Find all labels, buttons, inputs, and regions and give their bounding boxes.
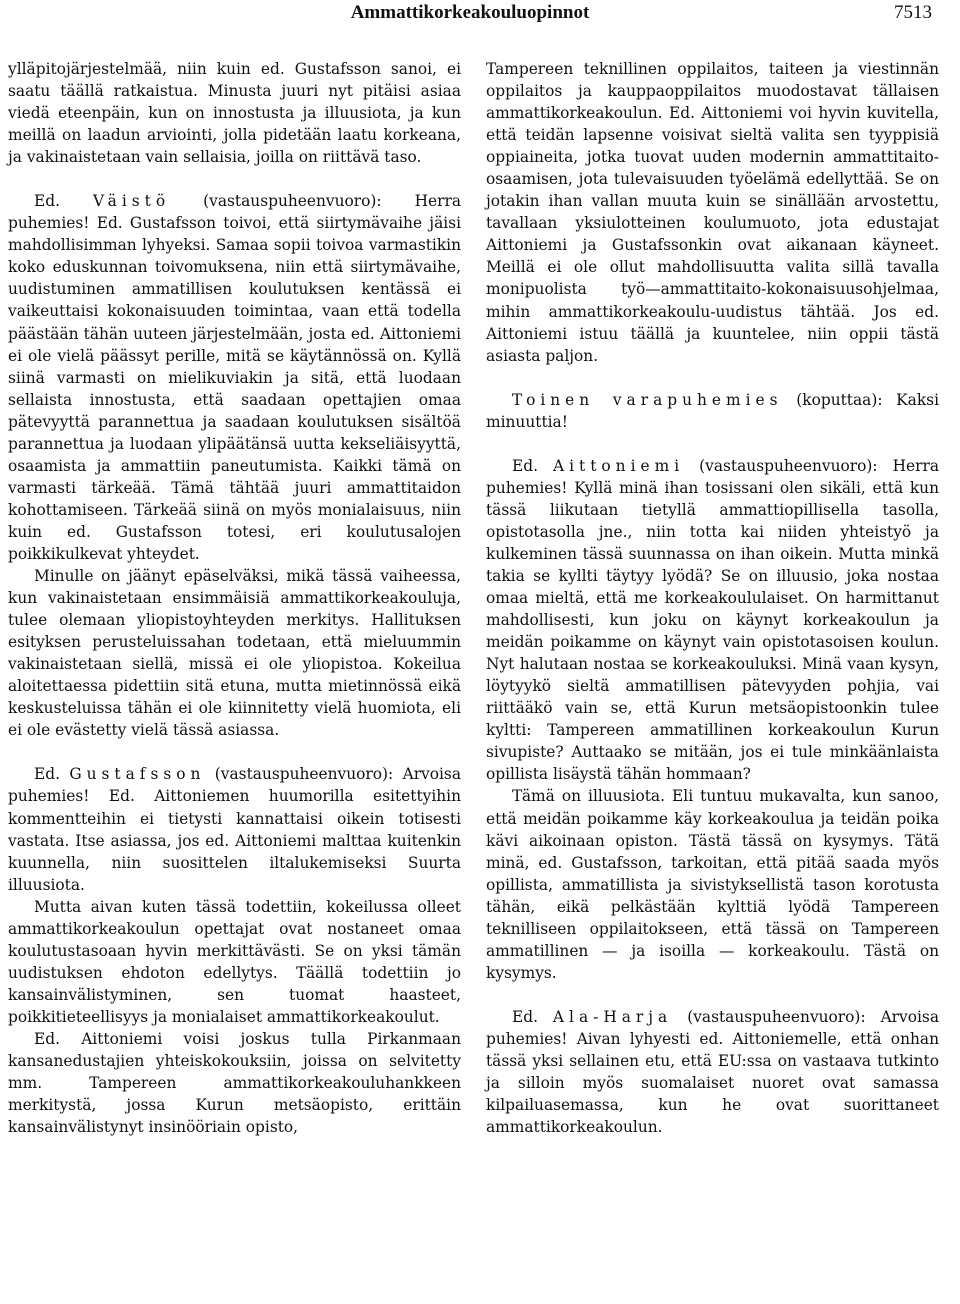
speech-text: (vastauspuheenvuoro): Herra puhemies! Kyllä minä ihan tosissani olen sikäli, että kun tässä liikutaan tietyllä ammattiopillisella tasolla, opistotasolla jne., niin totta kai niiden yhteistyö ja kulkeminen tässä suunnassa on ihan oikein. Mutta minkä takia se kyllti täytyy lyödä? Se on illuusio, joka nostaa omaa mieltä, että me korkeakoululaiset. On harmittanut mahdollisesti, kun joku on käynyt korkeakoulun ja meidän poikamme on käynyt vain opistotasoisen koulun. Nyt halutaan nostaa se korkeakouluksi. Minä vaan kysyn, löytyykö sieltä ammatillisen pätevyyden pohjia, vai riittääkö vain se, että Kurun metsäopistoonkin tulee kyltti: Tampereen ammatillinen korkeakoulun Kurun sivupiste? Auttaako se mitään, jos ei tule minkäänlaista opillista lisäystä tähän hommaan? — [486, 456, 940, 784]
paragraph: Ed. Aittoniemi voisi joskus tulla Pirkanmaan kansanedustajien yhteiskokouksiin, joissa on selvitetty mm. Tampereen ammattikorkeakouluhankkeen merkitystä, jossa Kurun metsäopisto, erittäin kansainvälistynyt insinööriain opisto, — [8, 1029, 461, 1137]
speaker-prefix: Ed. — [512, 456, 553, 475]
speech-paragraph — [486, 455, 939, 786]
speech-text: (vastauspuheenvuoro): Arvoisa puhemies! Aivan lyhyesti ed. Aittoniemelle, että onhan tässä yksi sellainen etu, että EU:ssa on vastaava tutkinto ja silloin myös suomalaiset nuoret ovat samassa kilpailuasemassa, kun he ovat suorittaneet ammattikorkeakoulun. — [486, 1007, 939, 1137]
paragraph: Tampereen teknillinen oppilaitos, taiteen ja viestinnän oppilaitos ja kauppaoppilaitos muodostavat tällaisen ammattikorkeakoulun. Ed. Aittoniemi voi hyvin kuvitella, että teidän lapsenne voisivat sieltä valita sen tyyppisiä oppiaineita, jotka tuovat uuden modernin ammattitaito-osaamisen, jota tulevaisuuden työelämä edellyttää. Se on jotakin ihan vallan muuta kuin se sinällään arvostettu, tavallaan yksiulotteinen koulumuoto, jota edustajat Aittoniemi ja Gustafssonkin ovat aikanaan käyneet. Meillä ei ole ollut mahdollisuutta valita sillä tavalla monipuolista työ—ammattitaito-kokonaisuusohjelmaa, mihin ammattikorkeakoulu-uudistus tähtää. Jos ed. Aittoniemi istuu täällä ja kuuntelee, niin oppii tästä asiasta paljon. — [486, 60, 939, 365]
section-title: Ammattikorkeakouluopinnot — [350, 2, 590, 23]
speaker-prefix: Ed. — [512, 1007, 553, 1026]
speaker-name: Väistö — [92, 192, 171, 211]
speaker-prefix: Ed. — [34, 765, 70, 784]
speaker-name: Gustafsson — [69, 765, 206, 784]
speech-paragraph — [8, 763, 461, 895]
speaker-prefix: Ed. — [34, 192, 93, 211]
right-column — [486, 58, 939, 1138]
speech-paragraph — [8, 190, 461, 565]
paragraph: ylläpitojärjestelmää, niin kuin ed. Gustafsson sanoi, ei saatu täällä ratkaistua. Minusta juuri nyt pitäisi asiaa viedä eteenpäin, kun on innostusta ja illuusiota, ja kun meillä on laadun arviointi, jolla pidetään laatu korkeana, ja vakinaistetaan vain sellaisia, joilla on riittävä taso. — [8, 60, 461, 167]
speech-text: (koputtaa): Kaksi minuuttia! — [486, 390, 939, 431]
speaker-name: Toinen varapuhemies — [512, 390, 783, 409]
speech-text: (vastauspuheenvuoro): Herra puhemies! Ed. Gustafsson toivoi, että siirtymävaihe jäisi mahdollisimman lyhyeksi. Samaa sopii toivoa varmastikin koko eduskunnan toivomuksena, niin että siirtymävaihe, uudistuminen ammatillisen koulutuksen kentässä ei vaikeuttaisi kokonaisuuden toimintaa, vaan että todella päästään tähän uuteen järjestelmään, josta ed. Aittoniemi ei ole vielä päässyt perille, mitä se käytännössä on. Kyllä siinä varmasti on mielikuviakin ja sitä, että luodaan sellaista innostusta, että saadaan opettajien omaa pätevyyttä parannettua ja saadaan koulutuksen sisältöä parannettua ja luodaan ylipäätänsä uutta kekseliäisyyttä, osaamista ja ammattiin paneutumista. Kaikki tämä on varmasti tärkeää. Tämä tähtää juuri ammattitaidon kohottamiseen. Tärkeää siinä on myös monialaisuus, niin kuin ed. Gustafsson totesi, eri koulutusalojen poikkikulkevat yhteydet. — [8, 192, 461, 563]
page-header — [8, 2, 932, 26]
left-column — [8, 58, 461, 1138]
speech-text: (vastauspuheenvuoro): Arvoisa puhemies! Ed. Aittoniemen huumorilla esitettyihin kommentteihin ei tietysti kannattaisi oikein totisesti vastata. Itse asiassa, jos ed. Aittoniemi malttaa kuitenkin kuunnella, niin suosittelen iltalukemiseksi Suurta illuusiota. — [8, 765, 462, 894]
paragraph: Mutta aivan kuten tässä todettiin, kokeilussa olleet ammattikorkeakoulun opettajat ovat nostaneet omaa koulutustasoaan hyvin merkittävästi. Se on yksi tämän uudistuksen ehdoton edellytys. Täällä todettiin jo kansainvälistyminen, sen tuomat haasteet, poikkitieteellisyys ja monialaiset ammattikorkeakoulut. — [8, 897, 461, 1026]
paragraph: Minulle on jäänyt epäselväksi, mikä tässä vaiheessa, kun vakinaistetaan ensimmäisiä ammattikorkeakouluja, tulee olemaan yliopistoyhteyden merkitys. Hallituksen esityksen perusteluissahan todetaan, että mieluummin vakinaistetaan siellä, missä ei ole yliopistoa. Kokeilua aloitettaessa pidettiin sitä etuna, mutta mietinnössä eikä keskusteluissa tähän ei ole kiinnitetty vielä huomiota, eli ei ole evästetty vielä tässä asiassa. — [8, 567, 461, 740]
speech-paragraph — [486, 389, 939, 433]
page-number: 7513 — [894, 2, 932, 23]
speech-paragraph — [486, 1006, 939, 1138]
speaker-name: Aittoniemi — [553, 456, 685, 475]
paragraph: Tämä on illuusiota. Eli tuntuu mukavalta, kun sanoo, että meidän poikamme käy korkeakoulua ja teidän poika kävi aikoinaan opiston. Tästä tässä on kysymys. Tätä minä, ed. Gustafsson, tarkoitan, että pitää saada myös opillista, ammatillista ja sivistyksellistä tason korotusta tähän, eikä pelkästään kylttiä lyödä Tampereen teknilliseen oppilaitokseen, että tässä on Tampereen ammatillinen — ja isoilla — korkeakoulu. Tästä on kysymys. — [486, 787, 939, 982]
speaker-name: Ala-Harja — [552, 1007, 673, 1026]
